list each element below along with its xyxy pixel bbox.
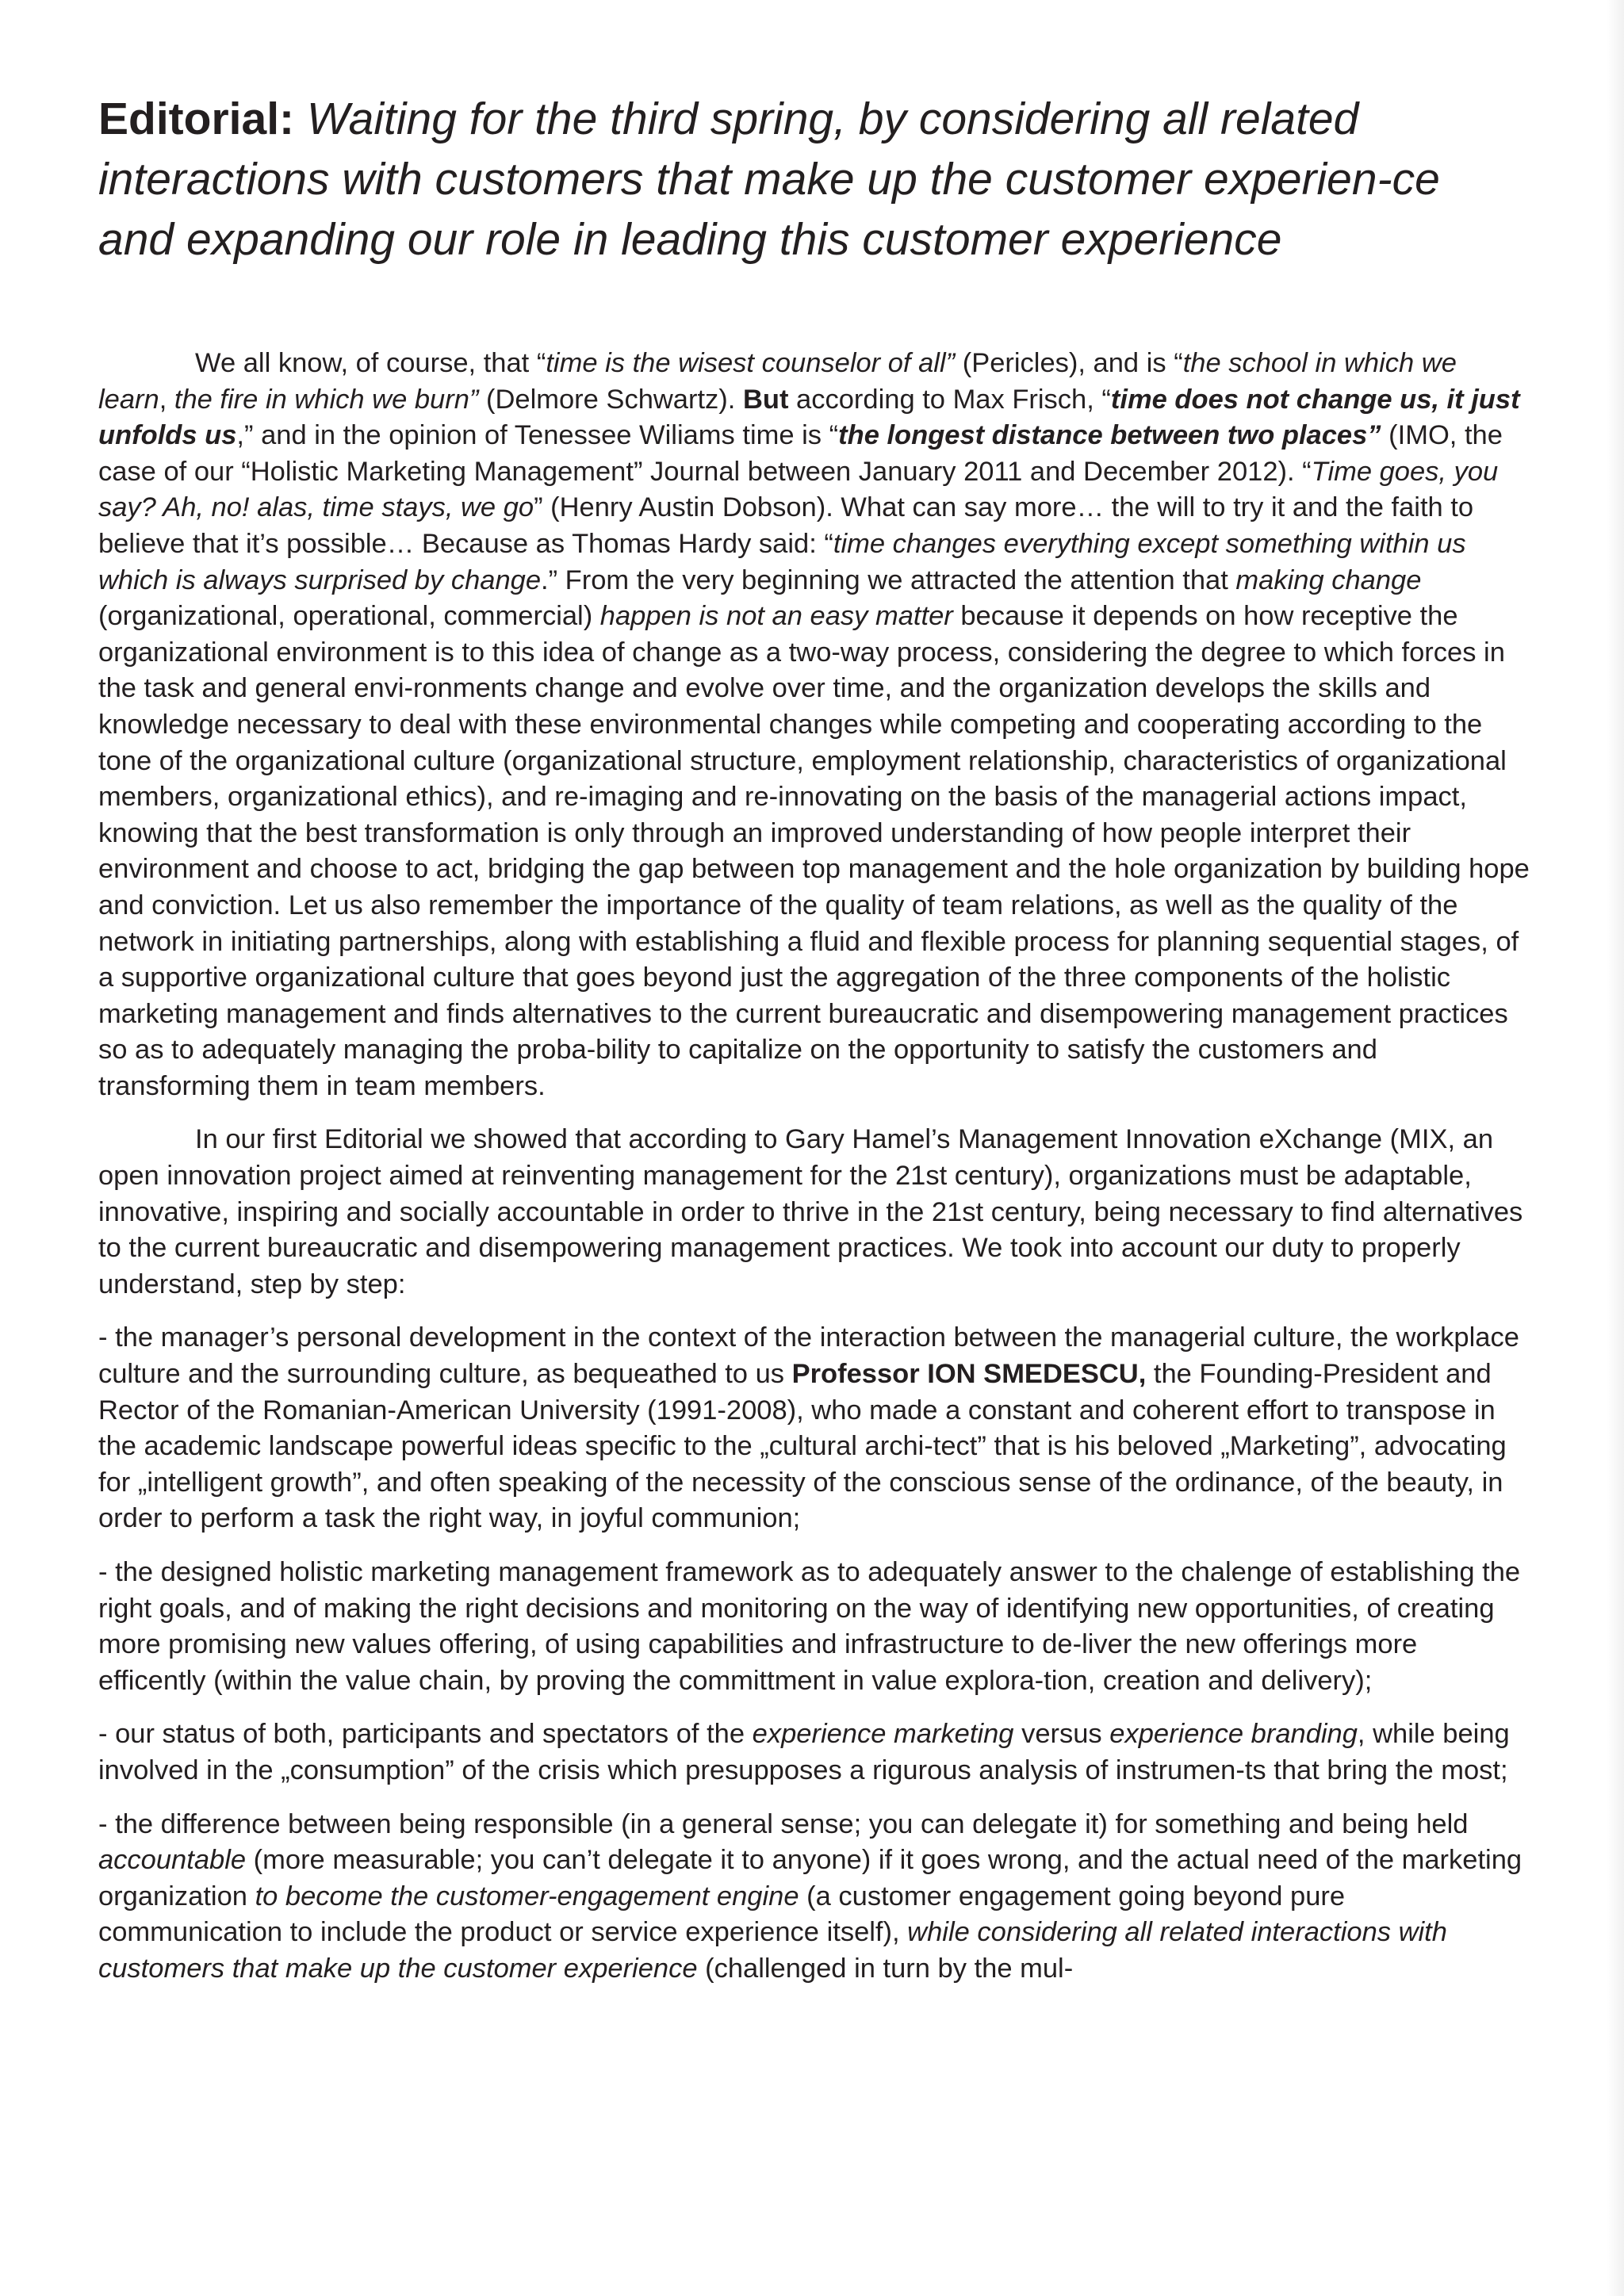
paragraph-intro [98, 346, 1532, 1104]
emphasis-but: But [742, 384, 789, 415]
emphasis-engagement-engine: to become the customer-engagement engine [255, 1881, 799, 1911]
text-run: - the difference between being responsible (in a general sense; you can delegate it) for something and being held [98, 1808, 1469, 1839]
text-run: (organizational, operational, commercial) [98, 601, 600, 632]
page-edge-shadow [1607, 0, 1624, 2296]
emphasis-experience-marketing: experience marketing [752, 1719, 1014, 1750]
text-run: ” (Henry Austin Dobson). What can say more… the will to try it and the faith to believe that it’s possible… Because as Thomas Hardy said: “ [98, 492, 1474, 559]
professor-name: Professor ION SMEDESCU, [791, 1359, 1147, 1390]
text-run: according to Max Frisch, “ [788, 384, 1111, 415]
text-run: the Founding-President and Rector of the Romanian-American University (1991-2008), who made a constant and coherent effort to transpose in the academic landscape powerful ideas specific to the „cultural archi-tect” that is his beloved „Marketing”, advocating for „intelligent growth”, and often speaking of the necessity of the conscious sense of the ordinance, of the beauty, in order to perform a task the right way, in joyful communion; [98, 1359, 1507, 1534]
text-run: (Delmore Schwartz). [478, 384, 743, 415]
text-run: (more measurable; you can’t delegate it to anyone) if it goes wrong, and the actual need of the marketing organization [98, 1845, 1522, 1911]
text-run: - the manager’s personal development in the context of the interaction between the managerial culture, the workplace culture and the surrounding culture, as bequeathed to us [98, 1322, 1519, 1390]
emphasis-customer-experience: while considering all related interactions with customers that make up the customer experience [98, 1917, 1447, 1984]
quote-schwartz-part1: the school in which we learn [98, 348, 1457, 415]
paragraph-first-editorial: In our first Editorial we showed that according to Gary Hamel’s Management Innovation eXchange (MIX, an open innovation project aimed at reinventing management for the 21st century), organizations must be adaptable, innovative, inspiring and socially accountable in order to thrive in the 21st century, being necessary to find alternatives to the current bureaucratic and disempowering management practices. We took into account our duty to properly understand, step by step: [98, 1124, 1523, 1299]
list-item-accountability [98, 1807, 1532, 1988]
text-run: versus [1013, 1719, 1110, 1750]
editorial-title [98, 89, 1526, 270]
text-run: (a customer engagement going beyond pure communication to include the product or service experience itself), [98, 1881, 1346, 1948]
text-run: , while being involved in the „consumption” of the crisis which presupposes a rigurous analysis of instrumen-ts that bring the most; [98, 1719, 1510, 1785]
list-item-status [98, 1716, 1532, 1789]
title-rest: Waiting for the third spring, by considering all related interactions with customers that make up the customer experien-ce and expanding our role in leading this customer experience [98, 94, 1440, 265]
quote-frisch: time does not change us, it just unfolds us [98, 384, 1520, 451]
text-run: ,” and in the opinion of Tenessee Wiliams time is “ [236, 420, 839, 451]
text-run: We all know, of course, that “ [195, 348, 546, 378]
emphasis-making-change: making change [1235, 564, 1422, 595]
quote-schwartz-part2: the fire in which we burn” [174, 384, 479, 415]
article-body [98, 346, 1532, 2000]
text-run: , [159, 384, 174, 415]
title-lead: Editorial: [98, 94, 295, 144]
quote-pericles: time is the wisest counselor of all” [546, 348, 956, 378]
quote-hardy: time changes everything except something within us which is always surprised by change [98, 528, 1466, 595]
text-run: .” From the very beginning we attracted the attention that [541, 564, 1236, 595]
list-item-manager-development [98, 1320, 1532, 1537]
text-run: (challenged in turn by the mul- [697, 1953, 1074, 1984]
quote-dobson: Time goes, you say? Ah, no! alas, time stays, we go [98, 456, 1499, 523]
quote-williams: the longest distance between two places” [838, 420, 1381, 451]
text-run: because it depends on how receptive the organizational environment is to this idea of change as a two-way process, considering the degree to which forces in the task and general envi-ronments change and evolve over time, and the organization develops the skills and knowledge necessary to deal with these environmental changes while competing and cooperating according to the tone of the organizational culture (organizational structure, employment relationship, characteristics of organizational members, organizational ethics), and re-imaging and re-innovating on the basis of the managerial actions impact, knowing that the best transformation is only through an improved understanding of how people interpret their environment and choose to act, bridging the gap between top management and the hole organization by building hope and conviction. Let us also remember the importance of the quality of team relations, as well as the quality of the network in initiating partnerships, along with establishing a fluid and flexible process for planning sequential stages, of a supportive organizational culture that goes beyond just the aggregation of the three components of the holistic marketing management and finds alternatives to the current bureaucratic and disempowering management practices so as to adequately managing the proba-bility to capitalize on the opportunity to satisfy the customers and transforming them in team members. [98, 601, 1530, 1101]
emphasis-not-easy: happen is not an easy matter [599, 601, 953, 632]
text-run: (IMO, the case of our “Holistic Marketing Management” Journal between January 2011 and December 2012). “ [98, 420, 1503, 487]
emphasis-experience-branding: experience branding [1109, 1719, 1358, 1750]
text-run: (Pericles), and is “ [955, 348, 1183, 378]
list-item-framework: - the designed holistic marketing management framework as to adequately answer to the chalenge of establishing the right goals, and of making the right decisions and monitoring on the way of identifying new opportunities, of creating more promising new values offering, of using capabilities and infrastructure to de-liver the new offerings more efficently (within the value chain, by proving the committment in value explora-tion, creation and delivery); [98, 1557, 1521, 1696]
text-run: - our status of both, participants and spectators of the [98, 1719, 753, 1750]
emphasis-accountable: accountable [98, 1845, 247, 1876]
